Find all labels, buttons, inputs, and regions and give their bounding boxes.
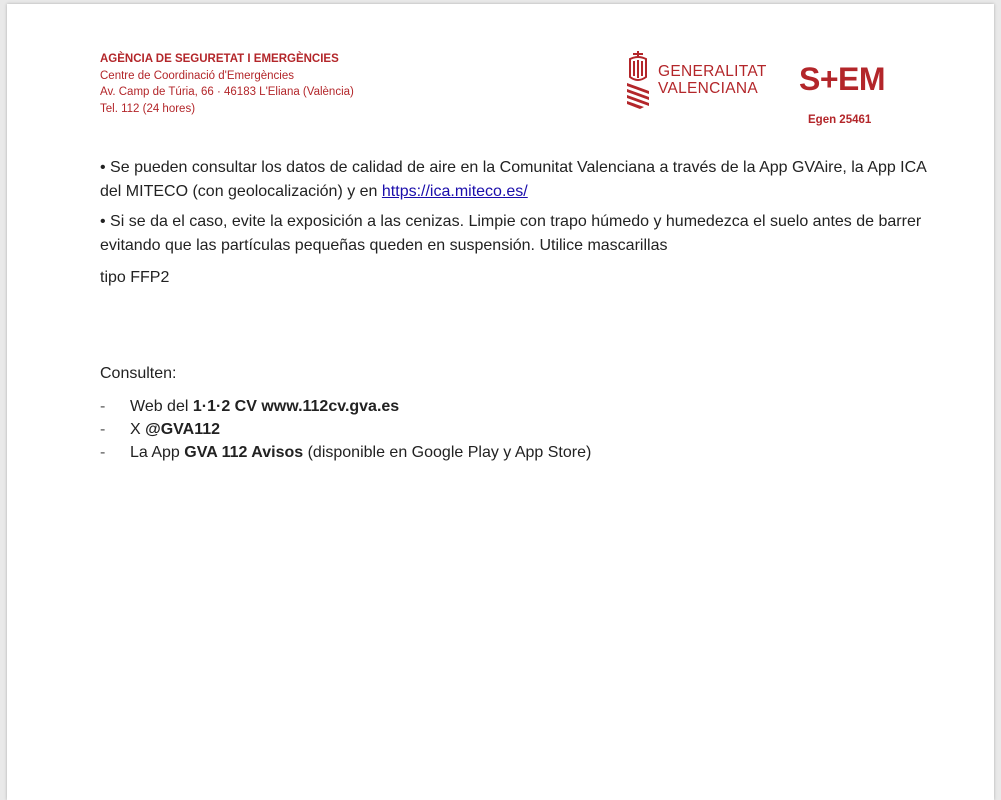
generalitat-logo bbox=[624, 49, 767, 111]
gv-line2: VALENCIANA bbox=[658, 80, 759, 97]
list-item bbox=[100, 418, 591, 441]
egen-code: Egen 25461 bbox=[808, 114, 872, 126]
list-item-pre: X bbox=[130, 421, 146, 438]
org-header bbox=[100, 51, 354, 117]
list-item-bold: GVA 112 Avisos bbox=[184, 444, 304, 461]
gv-line1: GENERALITAT bbox=[658, 63, 767, 80]
org-phone: Tel. 112 (24 hores) bbox=[100, 102, 196, 115]
consulten-heading: Consulten: bbox=[100, 365, 177, 382]
list-item bbox=[100, 441, 591, 464]
paragraph-ffp2: tipo FFP2 bbox=[100, 269, 170, 286]
list-item-bold: @GVA112 bbox=[145, 421, 221, 438]
document-page bbox=[7, 4, 994, 800]
ica-miteco-link[interactable]: https://ica.miteco.es/ bbox=[381, 183, 528, 200]
list-dash: - bbox=[100, 421, 106, 438]
org-address: Av. Camp de Túria, 66 · 46183 L'Eliana (València) bbox=[100, 86, 354, 98]
paragraph-air-quality bbox=[100, 156, 930, 204]
list-item bbox=[100, 395, 591, 418]
list-item-bold: 1·1·2 CV www.112cv.gva.es bbox=[192, 398, 400, 415]
list-dash: - bbox=[100, 398, 106, 415]
list-dash: - bbox=[100, 444, 106, 461]
org-name: AGÈNCIA DE SEGURETAT I EMERGÈNCIES bbox=[100, 53, 339, 65]
list-item-post: (disponible en Google Play y App Store) bbox=[303, 444, 592, 461]
sem-logo: S+EM bbox=[799, 61, 886, 97]
resources-list bbox=[100, 395, 591, 464]
org-center: Centre de Coordinació d'Emergències bbox=[100, 69, 294, 82]
generalitat-valenciana-emblem-icon bbox=[624, 49, 652, 111]
paragraph-ashes: • Si se da el caso, evite la exposición a las cenizas. Limpie con trapo húmedo y humedezca el suelo antes de barrer evitando que las partículas pequeñas queden en suspensión. Utilice mascarillas bbox=[100, 213, 922, 254]
list-item-pre: La App bbox=[130, 444, 185, 461]
paragraph-air-quality-text: • Se pueden consultar los datos de calidad de aire en la Comunitat Valenciana a través de la App GVAire, la App ICA del MITECO (con geolocalización) y en bbox=[100, 159, 926, 200]
list-item-pre: Web del bbox=[130, 398, 193, 415]
